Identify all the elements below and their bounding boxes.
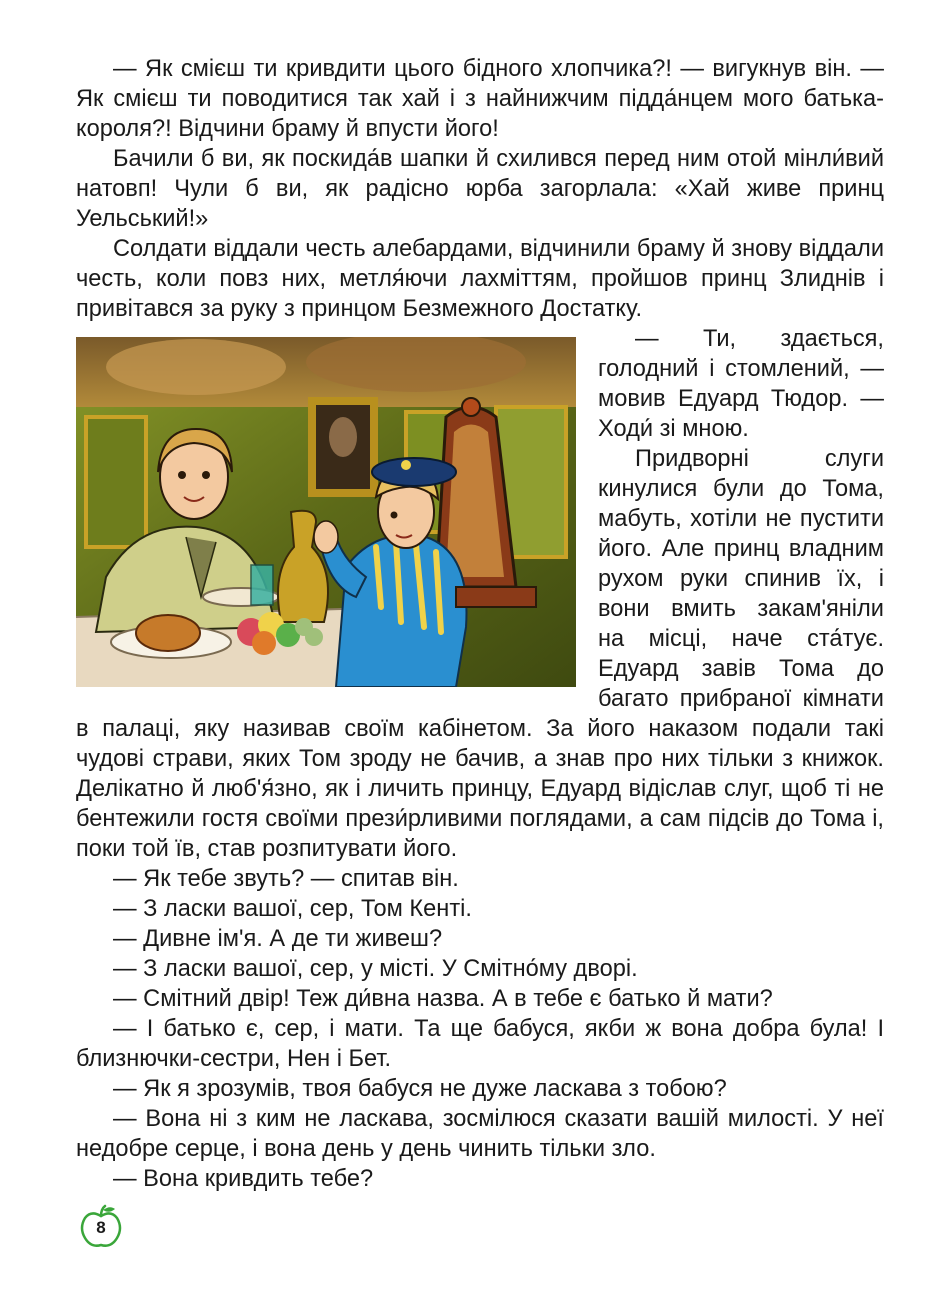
- paragraph: — Як смієш ти кривдити цього бідного хлопчика?! — вигукнув він. — Як смієш ти поводитися так хай і з найнижчим підда́нцем мого батька-короля?! Відчини браму й впусти його!: [76, 56, 884, 142]
- prince-and-pauper-dining-illustration: [76, 337, 576, 687]
- paragraph: — Смітний двір! Теж ди́вна назва. А в тебе є батько й мати?: [113, 986, 773, 1012]
- paragraph: Солдати віддали честь алебардами, відчинили браму й знову віддали честь, коли повз них, метля́ючи лахміттям, пройшов принц Злиднів і привітався за руку з принцом Безмежного Достатку.: [76, 236, 884, 322]
- paragraph: — Як я зрозумів, твоя бабуся не дуже ласкава з тобою?: [113, 1076, 727, 1102]
- paragraph: — З ласки вашої, сер, у місті. У Смітно́му дворі.: [113, 956, 638, 982]
- page-body: [76, 54, 884, 1194]
- paragraph: — Дивне ім'я. А де ти живеш?: [113, 926, 443, 952]
- paragraph: — Вона ні з ким не ласкава, зосмілюся сказати вашій милості. У неї недобре серце, і вона день у день чинить тільки зло.: [76, 1106, 884, 1162]
- paragraph: Придворні слуги кинулися були до Тома, мабуть, хотіли не пустити його. Але принц владним рухом руки спинив їх, і вони вмить закам'яніли на місці, наче ста́тує. Едуард завів Тома до багато прибраної кімнати в палаці, яку називав своїм кабінетом. За його наказом подали такі чудові страви, яких Том зроду не бачив, а знав про них тільки з книжок. Делікатно й люб'я́зно, як і личить принцу, Едуард відіслав слуг, щоб ті не бентежили гостя своїми прези́рливими поглядами, а сам підсів до Тома і, поки той їв, став розпитувати його.: [76, 446, 884, 862]
- paragraph: — Вона кривдить тебе?: [113, 1166, 374, 1192]
- illustration: [76, 337, 576, 687]
- page-number-badge: [79, 1204, 123, 1250]
- page-number: 8: [96, 1218, 106, 1237]
- paragraph: — З ласки вашої, сер, Том Кенті.: [113, 896, 472, 922]
- paragraph: Бачили б ви, як поскида́в шапки й схилився перед ним отой мінли́вий натовп! Чули б ви, як радісно юрба загорлала: «Хай живе принц Уельський!»: [76, 146, 884, 232]
- paragraph: — І батько є, сер, і мати. Та ще бабуся, якби ж вона добра була! І близнючки-сестри, Нен і Бет.: [76, 1016, 884, 1072]
- paragraph: — Ти, здається, голодний і стомлений, — мовив Едуард Тюдор. — Ходи́ зі мною.: [598, 326, 884, 442]
- paragraph: — Як тебе звуть? — спитав він.: [113, 866, 459, 892]
